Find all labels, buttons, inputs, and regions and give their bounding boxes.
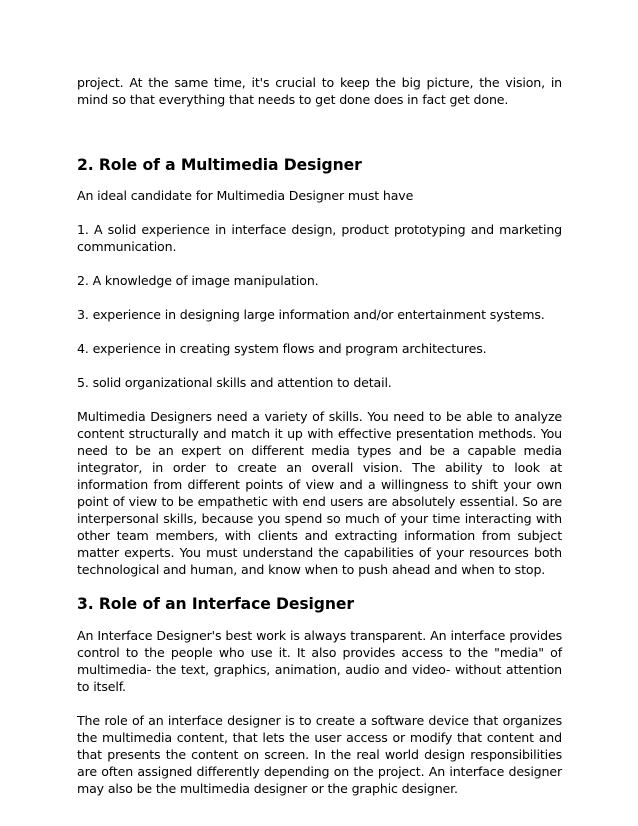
multimedia-skills-paragraph: Multimedia Designers need a variety of skills. You need to be able to analyze content structurally and match it up with effective presentation methods. You need to be an expert on different media types and be a capable media integrator, in order to create an overall vision. The ability to look at information from different points of view and a willingness to shift your own point of view to be empathetic with end users are absolutely essential. So are interpersonal skills, because you spend so much of your time interacting with other team members, with clients and extracting information from subject matter experts. You must understand the capabilities of your resources both technological and human, and know when to push ahead and when to stop. [77, 409, 562, 577]
requirement-item-3: 3. experience in designing large information and/or entertainment systems. [77, 307, 545, 322]
section-heading-interface-designer: 3. Role of an Interface Designer [77, 595, 354, 613]
interface-designer-paragraph-1: An Interface Designer's best work is always transparent. An interface provides control to the people who use it. It also provides access to the "media" of multimedia- the text, graphics, animation, audio and video- without attention to itself. [77, 628, 562, 694]
requirement-item-5: 5. solid organizational skills and attention to detail. [77, 375, 392, 390]
requirement-item-2: 2. A knowledge of image manipulation. [77, 273, 319, 288]
requirement-item-1: 1. A solid experience in interface design, product prototyping and marketing communication. [77, 222, 562, 254]
interface-designer-paragraph-2: The role of an interface designer is to create a software device that organizes the multimedia content, that lets the user access or modify that content and that presents the content on screen. In the real world design responsibilities are often assigned differently depending on the project. An interface designer may also be the multimedia designer or the graphic designer. [77, 713, 562, 796]
requirement-item-4: 4. experience in creating system flows and program architectures. [77, 341, 487, 356]
section-multimedia-designer [77, 155, 562, 578]
section-heading-multimedia-designer: 2. Role of a Multimedia Designer [77, 156, 362, 174]
requirements-lead: An ideal candidate for Multimedia Designer must have [77, 188, 414, 203]
intro-paragraph: project. At the same time, it's crucial to keep the big picture, the vision, in mind so that everything that needs to get done does in fact get done. [77, 75, 562, 107]
section-interface-designer [77, 594, 562, 797]
